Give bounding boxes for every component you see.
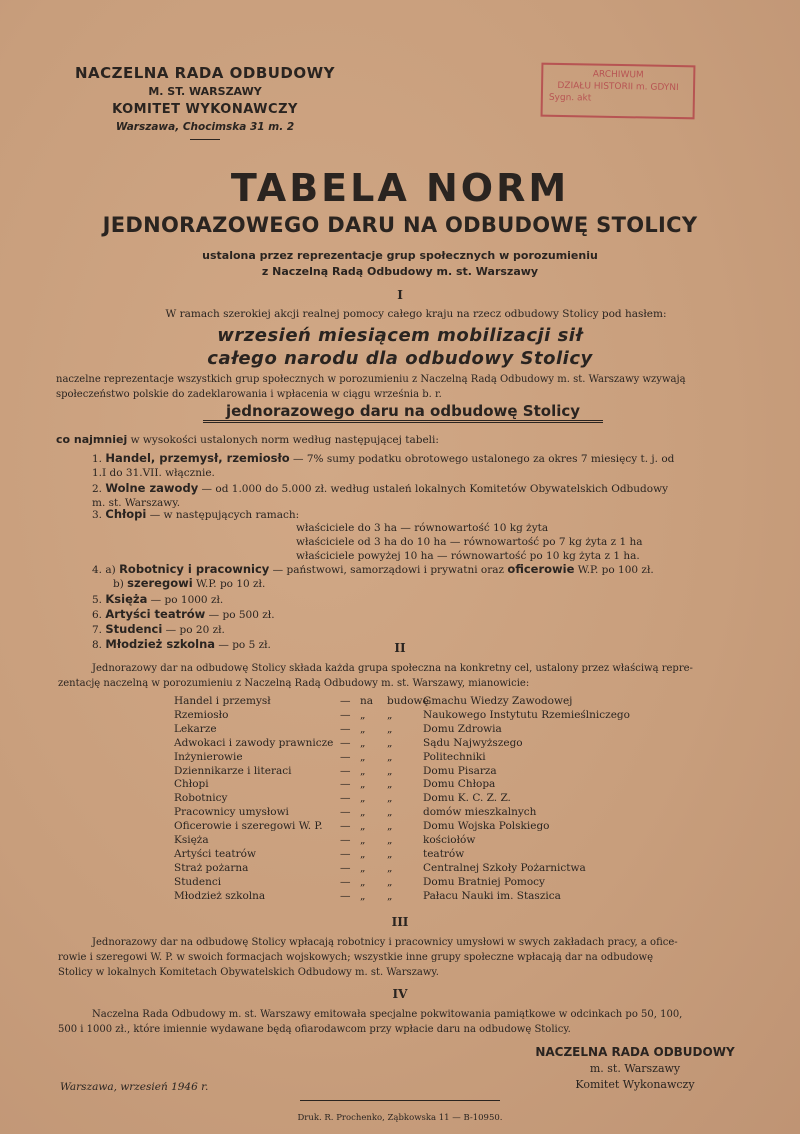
org-address: Warszawa, Chocimska 31 m. 2 [115,121,295,133]
row-target: Centralnej Szkoły Pożarnictwa [423,861,586,874]
row-ditto-1: „ [360,736,366,749]
row-ditto-1: „ [360,792,366,805]
place-date: Warszawa, wrzesień 1946 r. [60,1081,209,1093]
intro-line-2: z Naczelną Radą Odbudowy m. st. Warszawy [261,265,539,278]
row-ditto-1: „ [360,834,366,846]
table-row [0,751,800,765]
row-ditto-2: „ [387,806,393,819]
page-subtitle: JEDNORAZOWEGO DARU NA ODBUDOWĘ STOLICY [102,213,698,237]
section-2-para-line-1: Jednorazowy dar na odbudowę Stolicy składa każda grupa społeczna na konkretny cel, ustalony przez właściwą repre- [92,663,693,674]
row-ditto-1: „ [360,778,366,791]
item-text: — od 1.000 do 5.000 zł. według ustaleń lokalnych Komitetów Obywatelskich Odbudowy [201,483,669,495]
section-3-numeral: III [391,915,409,929]
norms-intro-bold: co najmniej [56,433,128,446]
signature-committee: Komitet Wykonawczy [575,1078,695,1091]
row-ditto-2: „ [387,722,393,735]
row-ditto-2: „ [387,792,393,805]
row-ditto-1: „ [360,861,366,874]
item-number: 1. [92,453,103,465]
row-dash: — [340,875,351,888]
row-dash: — [340,834,351,846]
table-row [0,820,800,834]
row-group: Inżynierowie [174,750,243,763]
row-ditto-1: na [360,695,374,707]
row-ditto-2: „ [387,861,393,874]
section-2-para-line-2: zentację naczelną w porozumieniu z Naczelną Radą Odbudowy m. st. Warszawy, mianowicie: [58,678,530,689]
row-dash: — [340,695,351,707]
archive-stamp [541,63,696,120]
row-target: Gmachu Wiedzy Zawodowej [423,695,573,707]
row-target: Domu Bratniej Pomocy [423,875,545,888]
row-ditto-2: „ [387,820,393,833]
item-text: — po 500 zł. [208,609,275,621]
row-group: Artyści teatrów [174,847,256,860]
item-label: Księża [105,592,148,606]
row-target: Naukowego Instytutu Rzemieślniczego [423,708,630,721]
item-text: W.P. po 10 zł. [196,578,266,590]
slogan-line-1: wrzesień miesiącem mobilizacji sił [217,325,583,346]
row-group: Rzemiosło [174,708,229,721]
section-4-numeral: IV [392,987,408,1001]
item-text: — po 5 zł. [218,639,271,651]
row-group: Dziennikarze i literaci [174,764,292,777]
row-dash: — [340,889,351,902]
row-ditto-1: „ [360,889,366,902]
stamp-line-1: ARCHIWUM [592,69,644,81]
intro-line-1: ustalona przez reprezentacje grup społecznych w porozumieniu [202,249,598,262]
row-ditto-1: „ [360,708,366,721]
table-row [0,723,800,737]
row-ditto-1: „ [360,750,366,763]
page-title: TABELA NORM [230,166,570,210]
header-divider [190,139,220,140]
stamp-line-3: Sygn. akt [548,92,592,104]
row-dash: — [340,806,351,819]
row-ditto-2: „ [387,708,393,721]
row-target: Pałacu Nauki im. Staszica [423,889,561,902]
row-ditto-2: „ [387,847,393,860]
signature-org: NACZELNA RADA ODBUDOWY [535,1045,735,1059]
row-group: Oficerowie i szeregowi W. P. [174,820,323,833]
row-group: Młodzież szkolna [174,889,266,902]
row-dash: — [340,736,351,749]
row-dash: — [340,820,351,833]
signature-block [500,1045,770,1091]
row-ditto-2: „ [387,875,393,888]
table-row [0,737,800,751]
slogan-line-2: całego narodu dla odbudowy Stolicy [207,348,593,369]
item-number: 7. [92,624,103,636]
norm-item-6 [92,607,275,623]
row-dash: — [340,778,351,791]
table-row [0,709,800,723]
table-row [0,890,800,904]
row-dash: — [340,861,351,874]
org-committee: KOMITET WYKONAWCZY [112,102,298,117]
row-dash: — [340,792,351,805]
item-label: Wolne zawody [105,481,199,495]
row-target: teatrów [423,847,465,860]
org-header [40,64,370,140]
row-ditto-2: „ [387,764,393,777]
item-number: 2. [92,483,103,495]
row-ditto-2: budowę [387,695,429,707]
item-label: Robotnicy i pracownicy [119,562,270,576]
row-dash: — [340,764,351,777]
norm-item-8 [92,637,271,653]
item-text: — państwowi, samorządowi i prywatni oraz [272,564,505,576]
item-text: — po 1000 zł. [150,594,224,606]
row-group: Chłopi [174,778,209,791]
table-row [0,876,800,890]
row-dash: — [340,750,351,763]
item-number: 3. [92,509,103,521]
row-target: Domu Pisarza [423,764,497,777]
table-row [0,834,800,848]
norm-item-5 [92,592,223,608]
section-2-numeral: II [394,641,406,655]
table-row [0,695,800,709]
norms-intro-rest: w wysokości ustalonych norm według następującej tabeli: [130,434,439,446]
row-target: kościołów [423,834,476,846]
emphasis-text: jednorazowego daru na odbudowę Stolicy [225,402,581,420]
farm-rule-1: właściciele do 3 ha — równowartość 10 kg żyta [296,522,549,534]
item-label-officers: oficerowie [507,562,575,576]
item-text: — 7% sumy podatku obrotowego ustalonego za okres 7 miesięcy t. j. od [293,453,675,465]
row-ditto-2: „ [387,778,393,791]
row-ditto-1: „ [360,820,366,833]
row-target: Sądu Najwyższego [423,736,523,749]
norm-item-2-cont: m. st. Warszawy. [92,497,181,509]
org-name: NACZELNA RADA ODBUDOWY [74,64,336,82]
item-text: — w następujących ramach: [149,509,300,521]
printer-text: Druk. R. Prochenko, Ząbkowska 11 — B-10950. [297,1113,503,1123]
section-1-para-line-1: naczelne reprezentacje wszystkich grup społecznych w porozumieniu z Naczelną Radą Odbudowy m. st. Warszawy wzywają [56,374,686,385]
emphasis-box [203,401,603,423]
row-ditto-2: „ [387,750,393,763]
section-4-para-line-2: 500 i 1000 zł., które imiennie wydawane będą ofiarodawcom przy wpłacie daru na odbudowę Stolicy. [58,1024,571,1035]
item-label: szeregowi [127,576,193,590]
table-row [0,862,800,876]
row-ditto-1: „ [360,722,366,735]
table-row [0,765,800,779]
item-label: Artyści teatrów [105,607,206,621]
stamp-line-2: DZIAŁU HISTORII m. GDYNI [557,80,679,94]
item-number: 6. [92,609,103,621]
item-sub-b: b) [113,578,124,590]
row-target: Domu Zdrowia [423,722,502,735]
row-group: Pracownicy umysłowi [174,806,289,819]
farm-rule-2: właściciele od 3 ha do 10 ha — równowartość po 7 kg żyta z 1 ha [296,536,643,548]
row-dash: — [340,847,351,860]
row-target: Domu Wojska Polskiego [423,820,550,833]
section-4-para-line-1: Naczelna Rada Odbudowy m. st. Warszawy emitowała specjalne pokwitowania pamiątkowe w odcinkach po 50, 100, [92,1009,683,1020]
row-group: Robotnicy [174,792,228,805]
item-number: 5. [92,594,103,606]
row-dash: — [340,708,351,721]
row-group: Adwokaci i zawody prawnicze [174,736,334,749]
row-group: Studenci [174,875,222,888]
norm-item-2 [92,481,752,497]
row-target: Domu Chłopa [423,778,496,791]
item-number: 8. [92,639,103,651]
table-row [0,778,800,792]
signature-city: m. st. Warszawy [589,1062,681,1075]
norm-item-1 [92,451,752,467]
item-text: — po 20 zł. [165,624,225,636]
section-3-para-line-2: rowie i szeregowi W. P. w swoich formacjach wojskowych; wszystkie inne grupy społeczne wpłacają dar na odbudowę [58,952,654,963]
section-3-para-line-1: Jednorazowy dar na odbudowę Stolicy wpłacają robotnicy i pracownicy umysłowi w swych zakładach pracy, a ofice- [92,937,678,948]
section-1-numeral: I [397,288,403,302]
item-text-end: W.P. po 100 zł. [577,564,654,576]
row-target: Domu K. C. Z. Z. [423,792,511,805]
row-target: domów mieszkalnych [423,806,537,819]
item-number: 4. [92,564,103,576]
norm-item-1-cont: 1.I do 31.VII. włącznie. [92,467,215,479]
printer-rule [300,1100,500,1101]
row-group: Straż pożarna [174,861,249,874]
table-row [0,848,800,862]
row-group: Księża [174,834,209,846]
row-target: Politechniki [423,750,486,763]
farm-rule-3: właściciele powyżej 10 ha — równowartość po 10 kg żyta z 1 ha. [296,550,640,562]
table-row [0,806,800,820]
row-dash: — [340,722,351,735]
item-label: Handel, przemysł, rzemiosło [105,451,290,465]
row-ditto-1: „ [360,847,366,860]
norms-intro [56,432,756,448]
table-row [0,792,800,806]
row-group: Handel i przemysł [174,695,271,707]
row-ditto-2: „ [387,889,393,902]
norm-item-7 [92,622,225,638]
section-3-para-line-3: Stolicy w lokalnych Komitetach Obywatelskich Odbudowy m. st. Warszawy. [58,967,439,978]
row-group: Lekarze [174,722,217,735]
row-ditto-1: „ [360,764,366,777]
row-ditto-1: „ [360,806,366,819]
row-ditto-1: „ [360,875,366,888]
norm-item-4b [113,576,265,592]
item-label: Chłopi [105,507,147,521]
section-1-lead: W ramach szerokiej akcji realnej pomocy całego kraju na rzecz odbudowy Stolicy pod hasłem: [165,308,667,320]
org-city: M. ST. WARSZAWY [148,85,262,98]
item-label: Młodzież szkolna [105,637,216,651]
section-1-para-line-2: społeczeństwo polskie do zadeklarowania i wpłacenia w ciągu września b. r. [56,389,442,400]
printer-line [280,1100,520,1124]
item-label: Studenci [105,622,163,636]
row-ditto-2: „ [387,736,393,749]
row-ditto-2: „ [387,834,393,846]
item-sub-a: a) [105,564,116,576]
